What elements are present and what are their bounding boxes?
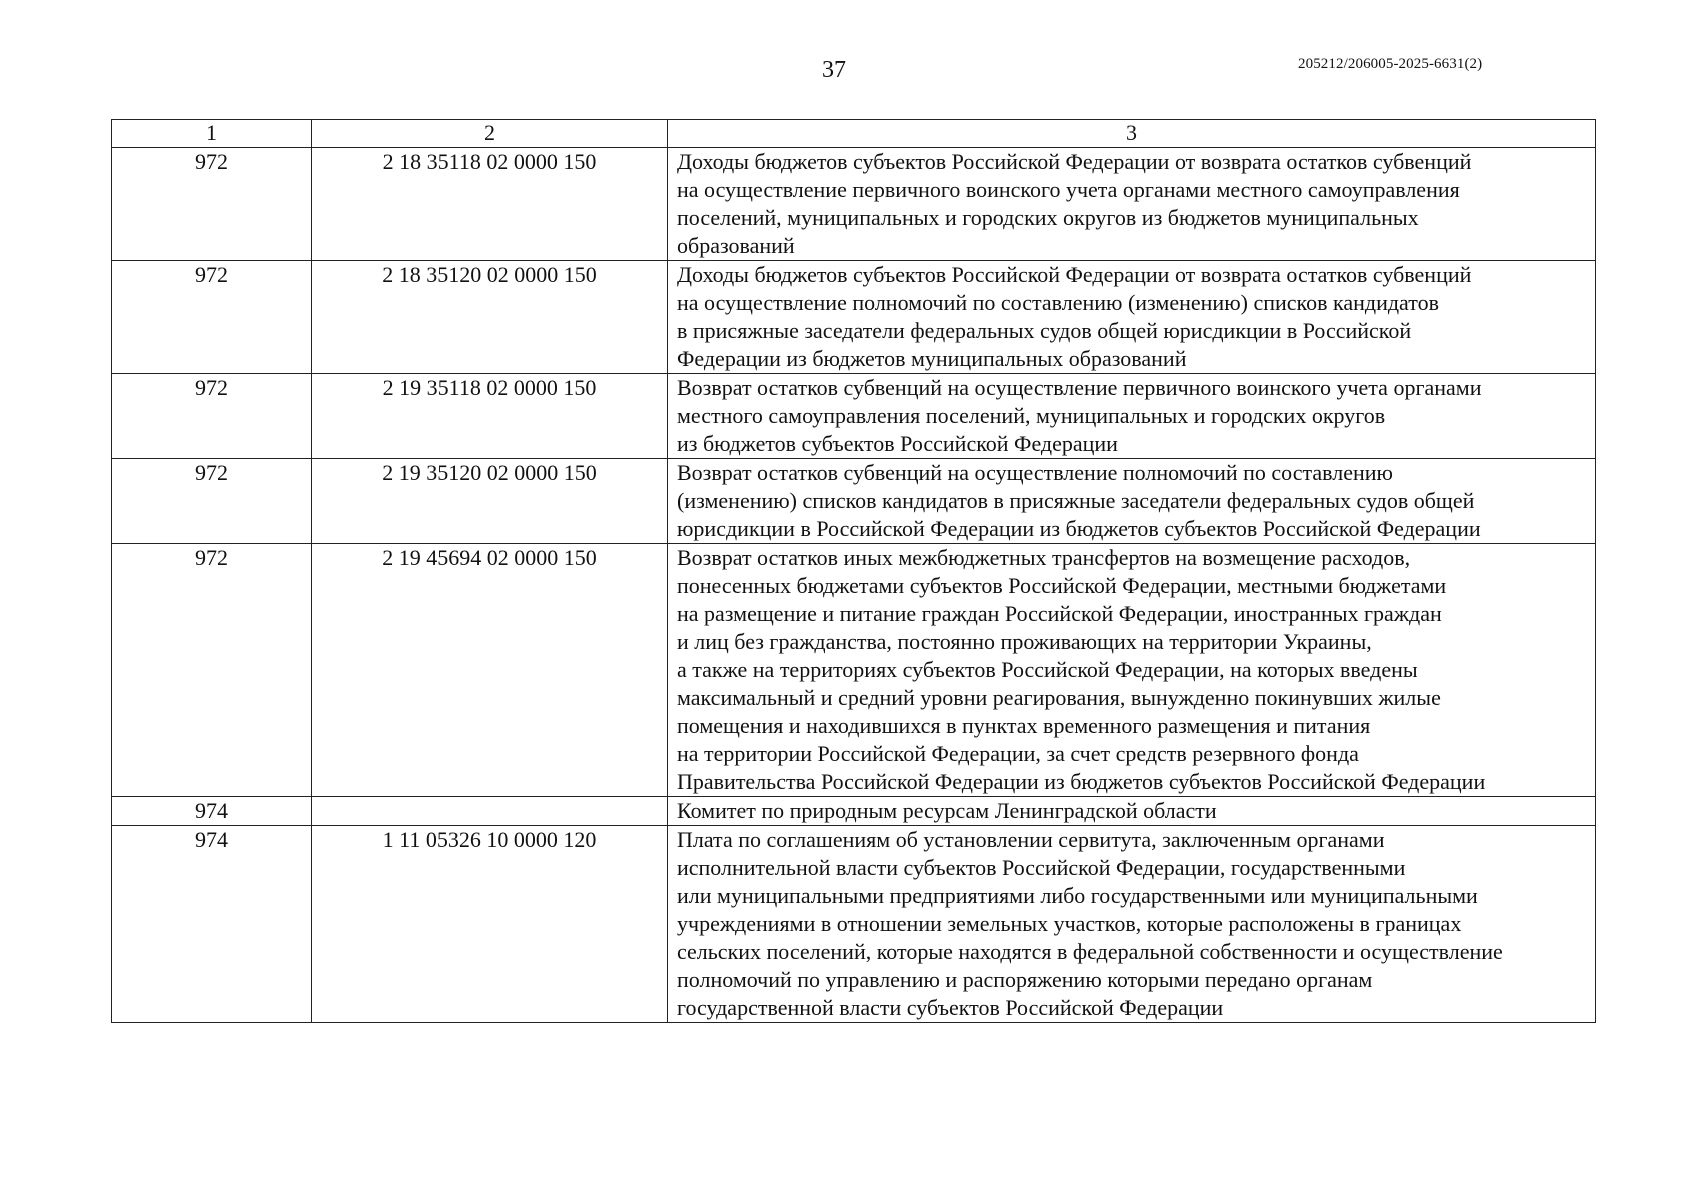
table-row [112,374,1596,459]
description-cell: Доходы бюджетов субъектов Российской Федерации от возврата остатков субвенций на осуществление первичного воинского учета органами местного самоуправления поселений, муниципальных и городских округов из бюджетов муниципальных образований [668,148,1596,261]
table-row [112,261,1596,374]
budget-code-cell: 2 19 35120 02 0000 150 [312,459,668,544]
table-row [112,826,1596,1023]
description-cell: Возврат остатков иных межбюджетных трансфертов на возмещение расходов, понесенных бюджетами субъектов Российской Федерации, местными бюджетами на размещение и питание граждан Российской Федерации, иностранных граждан и лиц без гражданства, постоянно проживающих на территории Украины, а также на территориях субъектов Российской Федерации, на которых введены максимальный и средний уровни реагирования, вынужденно покинувших жилые помещения и находившихся в пунктах временного размещения и питания на территории Российской Федерации, за счет средств резервного фонда Правительства Российской Федерации из бюджетов субъектов Российской Федерации [668,544,1596,797]
document-id: 205212/206005-2025-6631(2) [1298,56,1483,72]
column-header-3: 3 [668,120,1596,148]
budget-code-cell: 2 18 35118 02 0000 150 [312,148,668,261]
admin-code-cell: 972 [112,544,312,797]
budget-code-cell: 2 19 35118 02 0000 150 [312,374,668,459]
admin-code-cell: 972 [112,374,312,459]
description-cell: Возврат остатков субвенций на осуществление первичного воинского учета органами местного самоуправления поселений, муниципальных и городских округов из бюджетов субъектов Российской Федерации [668,374,1596,459]
description-cell: Комитет по природным ресурсам Ленинградской области [668,797,1596,826]
budget-code-cell: 1 11 05326 10 0000 120 [312,826,668,1023]
table-row [112,544,1596,797]
admin-code-cell: 972 [112,459,312,544]
table-row [112,459,1596,544]
admin-code-cell: 972 [112,261,312,374]
table-row [112,797,1596,826]
admin-code-cell: 974 [112,797,312,826]
table-header-row [112,120,1596,148]
table-row [112,148,1596,261]
column-header-1: 1 [112,120,312,148]
description-cell: Плата по соглашениям об установлении сервитута, заключенным органами исполнительной власти субъектов Российской Федерации, государственными или муниципальными предприятиями либо государственными или муниципальными учреждениями в отношении земельных участков, которые расположены в границах сельских поселений, которые находятся в федеральной собственности и осуществление полномочий по управлению и распоряжению которыми передано органам государственной власти субъектов Российской Федерации [668,826,1596,1023]
admin-code-cell: 974 [112,826,312,1023]
budget-codes-table [111,119,1596,1023]
budget-code-cell: 2 19 45694 02 0000 150 [312,544,668,797]
admin-code-cell: 972 [112,148,312,261]
page-number: 37 [822,57,846,83]
budget-code-cell: 2 18 35120 02 0000 150 [312,261,668,374]
budget-code-cell [312,797,668,826]
description-cell: Возврат остатков субвенций на осуществление полномочий по составлению (изменению) списков кандидатов в присяжные заседатели федеральных судов общей юрисдикции в Российской Федерации из бюджетов субъектов Российской Федерации [668,459,1596,544]
description-cell: Доходы бюджетов субъектов Российской Федерации от возврата остатков субвенций на осуществление полномочий по составлению (изменению) списков кандидатов в присяжные заседатели федеральных судов общей юрисдикции в Российской Федерации из бюджетов муниципальных образований [668,261,1596,374]
column-header-2: 2 [312,120,668,148]
